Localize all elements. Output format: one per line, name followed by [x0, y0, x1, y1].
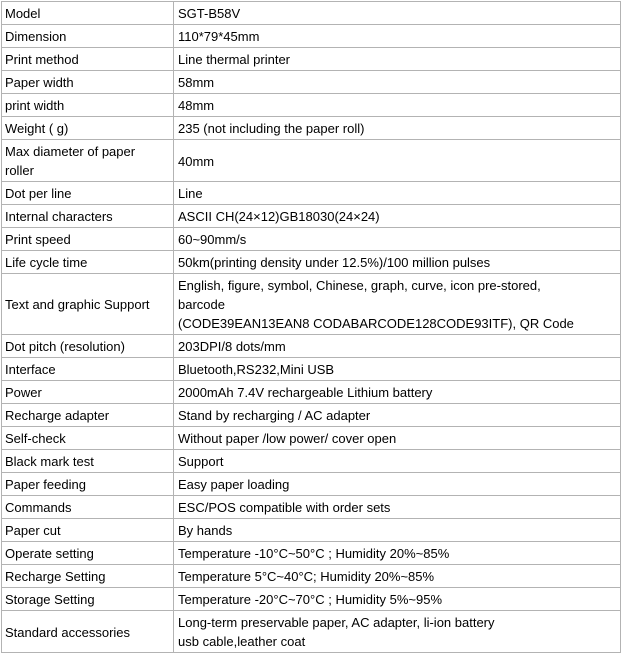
- table-row: [2, 2, 621, 25]
- table-row: [2, 542, 621, 565]
- table-row: [2, 381, 621, 404]
- spec-value-cell: [174, 2, 621, 25]
- spec-value-cell: [174, 427, 621, 450]
- spec-value: Support: [178, 454, 224, 469]
- spec-value-cell: [174, 450, 621, 473]
- spec-value: 235 (not including the paper roll): [178, 121, 365, 136]
- spec-label: Operate setting: [5, 546, 94, 561]
- spec-value-cell: [174, 71, 621, 94]
- table-row: [2, 251, 621, 274]
- spec-label: Model: [5, 6, 41, 21]
- spec-value-cell: [174, 25, 621, 48]
- spec-value-cell: [174, 473, 621, 496]
- spec-value: Long-term preservable paper, AC adapter, li-ion battery: [178, 615, 495, 630]
- spec-value-cell: [174, 274, 621, 335]
- spec-label-cell: [2, 588, 174, 611]
- spec-value: barcode: [178, 297, 225, 312]
- spec-label-cell: [2, 94, 174, 117]
- spec-value: By hands: [178, 523, 233, 538]
- spec-value: 50km(printing density under 12.5%)/100 million pulses: [178, 255, 491, 270]
- spec-value-cell: [174, 588, 621, 611]
- spec-value: Bluetooth,RS232,Mini USB: [178, 362, 335, 377]
- spec-label-cell: [2, 519, 174, 542]
- table-row: [2, 519, 621, 542]
- spec-label-cell: [2, 542, 174, 565]
- spec-value-cell: [174, 381, 621, 404]
- spec-value: 48mm: [178, 98, 215, 113]
- spec-value-cell: [174, 182, 621, 205]
- table-row: [2, 182, 621, 205]
- spec-label-cell: [2, 473, 174, 496]
- spec-label: Recharge Setting: [5, 569, 106, 584]
- spec-value: ASCII CH(24×12)GB18030(24×24): [178, 209, 380, 224]
- spec-value: SGT-B58V: [178, 6, 241, 21]
- table-row: [2, 205, 621, 228]
- table-row: [2, 565, 621, 588]
- spec-label: Power: [5, 385, 42, 400]
- table-row: [2, 335, 621, 358]
- spec-value-cell: [174, 140, 621, 182]
- spec-value: 40mm: [178, 153, 215, 169]
- spec-label-cell: [2, 71, 174, 94]
- spec-label: Paper width: [5, 75, 74, 90]
- spec-label: Paper cut: [5, 523, 61, 538]
- spec-label: Max diameter of paper: [5, 144, 136, 159]
- spec-value: 60~90mm/s: [178, 232, 247, 247]
- spec-label: roller: [5, 163, 34, 178]
- spec-value: usb cable,leather coat: [178, 634, 306, 649]
- spec-label: Recharge adapter: [5, 408, 110, 423]
- spec-label: Dot per line: [5, 186, 72, 201]
- spec-value: 110*79*45mm: [178, 29, 260, 44]
- table-row: [2, 427, 621, 450]
- spec-value: 58mm: [178, 75, 215, 90]
- table-row: [2, 71, 621, 94]
- table-row: [2, 588, 621, 611]
- spec-value: 2000mAh 7.4V rechargeable Lithium battery: [178, 385, 433, 400]
- spec-label-cell: [2, 140, 174, 182]
- spec-label-cell: [2, 611, 174, 653]
- spec-label: Internal characters: [5, 209, 113, 224]
- spec-label-cell: [2, 251, 174, 274]
- spec-label: Print method: [5, 52, 79, 67]
- spec-value-cell: [174, 117, 621, 140]
- spec-label-cell: [2, 496, 174, 519]
- table-row: [2, 48, 621, 71]
- spec-label: Commands: [5, 500, 72, 515]
- spec-value: Without paper /low power/ cover open: [178, 431, 397, 446]
- spec-label-cell: [2, 274, 174, 335]
- spec-value: Temperature -20°C~70°C ; Humidity 5%~95%: [178, 592, 443, 607]
- spec-value-cell: [174, 94, 621, 117]
- spec-value-cell: [174, 496, 621, 519]
- spec-value-cell: [174, 358, 621, 381]
- spec-value-cell: [174, 228, 621, 251]
- spec-label: Self-check: [5, 431, 66, 446]
- table-row: [2, 450, 621, 473]
- spec-value: Line thermal printer: [178, 52, 290, 67]
- spec-label-cell: [2, 2, 174, 25]
- spec-label-cell: [2, 117, 174, 140]
- spec-label-cell: [2, 381, 174, 404]
- spec-value-cell: [174, 542, 621, 565]
- spec-value-cell: [174, 565, 621, 588]
- table-row: [2, 274, 621, 335]
- spec-value: Line: [178, 186, 203, 201]
- spec-label-cell: [2, 427, 174, 450]
- spec-value: (CODE39EAN13EAN8 CODABARCODE128CODE93ITF), QR Code: [178, 316, 574, 331]
- spec-label-cell: [2, 450, 174, 473]
- spec-label: Interface: [5, 362, 56, 377]
- spec-value: English, figure, symbol, Chinese, graph, curve, icon pre-stored,: [178, 278, 541, 293]
- spec-value-cell: [174, 251, 621, 274]
- spec-label: print width: [5, 98, 65, 113]
- spec-label: Life cycle time: [5, 255, 88, 270]
- spec-label: Black mark test: [5, 454, 94, 469]
- spec-value: Temperature 5°C~40°C; Humidity 20%~85%: [178, 569, 435, 584]
- table-row: [2, 404, 621, 427]
- spec-value: ESC/POS compatible with order sets: [178, 500, 391, 515]
- table-row: [2, 358, 621, 381]
- spec-value-cell: [174, 205, 621, 228]
- spec-value-cell: [174, 48, 621, 71]
- spec-value-cell: [174, 611, 621, 653]
- spec-label-cell: [2, 358, 174, 381]
- spec-label: Storage Setting: [5, 592, 95, 607]
- spec-label-cell: [2, 335, 174, 358]
- spec-label-cell: [2, 182, 174, 205]
- table-row: [2, 228, 621, 251]
- table-row: [2, 117, 621, 140]
- table-row: [2, 611, 621, 653]
- spec-label-cell: [2, 565, 174, 588]
- table-row: [2, 473, 621, 496]
- table-row: [2, 140, 621, 182]
- spec-label: Standard accessories: [5, 624, 131, 640]
- spec-label-cell: [2, 48, 174, 71]
- spec-value-cell: [174, 519, 621, 542]
- spec-label: Paper feeding: [5, 477, 86, 492]
- table-row: [2, 25, 621, 48]
- spec-value: Stand by recharging / AC adapter: [178, 408, 371, 423]
- spec-value-cell: [174, 404, 621, 427]
- spec-label: Print speed: [5, 232, 71, 247]
- spec-label: Dimension: [5, 29, 67, 44]
- spec-value: 203DPI/8 dots/mm: [178, 339, 286, 354]
- spec-table-body: [2, 2, 621, 653]
- spec-label-cell: [2, 228, 174, 251]
- spec-label-cell: [2, 205, 174, 228]
- table-row: [2, 496, 621, 519]
- table-row: [2, 94, 621, 117]
- spec-label-cell: [2, 404, 174, 427]
- spec-table: [1, 1, 621, 653]
- spec-label-cell: [2, 25, 174, 48]
- spec-value: Temperature -10°C~50°C ; Humidity 20%~85%: [178, 546, 450, 561]
- spec-label: Text and graphic Support: [5, 297, 150, 312]
- spec-value-cell: [174, 335, 621, 358]
- spec-label: Dot pitch (resolution): [5, 339, 125, 354]
- spec-label: Weight ( g): [5, 121, 69, 136]
- spec-value: Easy paper loading: [178, 477, 290, 492]
